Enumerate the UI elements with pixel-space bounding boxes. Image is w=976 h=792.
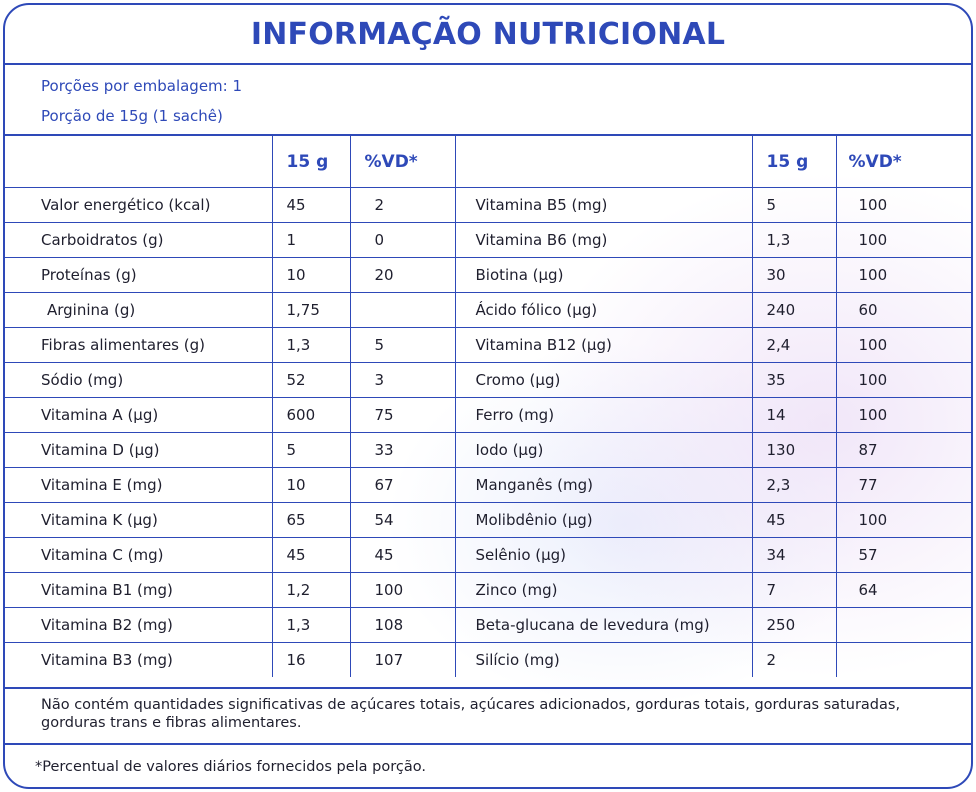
amount-right: 250 xyxy=(752,608,836,643)
table-header-row xyxy=(5,136,971,188)
amount-left: 65 xyxy=(272,503,350,538)
amount-right: 34 xyxy=(752,538,836,573)
table-row xyxy=(5,433,971,468)
nutrient-left: Vitamina K (µg) xyxy=(5,503,272,538)
divider xyxy=(5,743,971,745)
dv-left: 0 xyxy=(350,223,455,258)
table-row xyxy=(5,328,971,363)
dv-right: 57 xyxy=(836,538,971,573)
amount-left: 45 xyxy=(272,538,350,573)
table-row xyxy=(5,608,971,643)
amount-left: 1 xyxy=(272,223,350,258)
nutrient-left: Vitamina B2 (mg) xyxy=(5,608,272,643)
dv-left: 67 xyxy=(350,468,455,503)
header-nutrient-right xyxy=(455,136,752,188)
servings-per-package: Porções por embalagem: 1 xyxy=(41,77,243,95)
dv-left: 45 xyxy=(350,538,455,573)
nutrient-left: Vitamina B1 (mg) xyxy=(5,573,272,608)
nutrient-left: Vitamina C (mg) xyxy=(5,538,272,573)
amount-left: 45 xyxy=(272,188,350,223)
amount-left: 52 xyxy=(272,363,350,398)
table-row xyxy=(5,503,971,538)
table-row xyxy=(5,363,971,398)
nutrition-note: Não contém quantidades significativas de açúcares totais, açúcares adicionados, gorduras totais, gorduras saturadas, gorduras trans e fibras alimentares. xyxy=(41,697,901,731)
table-row xyxy=(5,223,971,258)
nutrient-right: Ferro (mg) xyxy=(455,398,752,433)
nutrient-right: Vitamina B12 (µg) xyxy=(455,328,752,363)
dv-right: 100 xyxy=(836,328,971,363)
dv-right: 100 xyxy=(836,258,971,293)
footnote: *Percentual de valores diários fornecidos pela porção. xyxy=(35,759,426,775)
amount-right: 30 xyxy=(752,258,836,293)
dv-right: 100 xyxy=(836,503,971,538)
amount-left: 1,75 xyxy=(272,293,350,328)
nutrient-right: Selênio (µg) xyxy=(455,538,752,573)
amount-left: 1,3 xyxy=(272,608,350,643)
nutrient-left: Fibras alimentares (g) xyxy=(5,328,272,363)
nutrient-left: Arginina (g) xyxy=(5,293,272,328)
nutrient-left: Vitamina B3 (mg) xyxy=(5,643,272,678)
amount-right: 240 xyxy=(752,293,836,328)
nutrient-right: Vitamina B5 (mg) xyxy=(455,188,752,223)
dv-right: 100 xyxy=(836,398,971,433)
header-nutrient-left xyxy=(5,136,272,188)
header-dv-right: %VD* xyxy=(836,136,971,188)
table-row xyxy=(5,573,971,608)
nutrient-right: Molibdênio (µg) xyxy=(455,503,752,538)
amount-right: 35 xyxy=(752,363,836,398)
nutrient-left: Proteínas (g) xyxy=(5,258,272,293)
dv-left xyxy=(350,293,455,328)
nutrient-right: Iodo (µg) xyxy=(455,433,752,468)
amount-right: 5 xyxy=(752,188,836,223)
nutrient-right: Cromo (µg) xyxy=(455,363,752,398)
nutrition-table xyxy=(5,136,971,677)
nutrient-left: Valor energético (kcal) xyxy=(5,188,272,223)
serving-size: Porção de 15g (1 sachê) xyxy=(41,107,223,125)
dv-left: 107 xyxy=(350,643,455,678)
amount-right: 7 xyxy=(752,573,836,608)
dv-right: 87 xyxy=(836,433,971,468)
dv-right: 100 xyxy=(836,188,971,223)
amount-left: 5 xyxy=(272,433,350,468)
amount-left: 1,3 xyxy=(272,328,350,363)
dv-right: 100 xyxy=(836,223,971,258)
nutrient-left: Vitamina D (µg) xyxy=(5,433,272,468)
table-row xyxy=(5,293,971,328)
nutrient-right: Vitamina B6 (mg) xyxy=(455,223,752,258)
header-amount-left: 15 g xyxy=(272,136,350,188)
dv-right: 64 xyxy=(836,573,971,608)
table-row xyxy=(5,188,971,223)
header-dv-left: %VD* xyxy=(350,136,455,188)
dv-left: 20 xyxy=(350,258,455,293)
nutrient-left: Sódio (mg) xyxy=(5,363,272,398)
dv-left: 3 xyxy=(350,363,455,398)
dv-left: 33 xyxy=(350,433,455,468)
table-row xyxy=(5,468,971,503)
amount-right: 2 xyxy=(752,643,836,678)
dv-right xyxy=(836,608,971,643)
dv-right: 77 xyxy=(836,468,971,503)
dv-left: 5 xyxy=(350,328,455,363)
dv-left: 75 xyxy=(350,398,455,433)
nutrient-right: Beta-glucana de levedura (mg) xyxy=(455,608,752,643)
amount-right: 2,3 xyxy=(752,468,836,503)
nutrition-facts-card xyxy=(3,3,973,789)
table-row xyxy=(5,398,971,433)
nutrient-left: Vitamina A (µg) xyxy=(5,398,272,433)
table-body xyxy=(5,188,971,678)
dv-right: 100 xyxy=(836,363,971,398)
table-row xyxy=(5,258,971,293)
nutrient-left: Vitamina E (mg) xyxy=(5,468,272,503)
dv-left: 2 xyxy=(350,188,455,223)
amount-left: 600 xyxy=(272,398,350,433)
dv-left: 100 xyxy=(350,573,455,608)
amount-right: 2,4 xyxy=(752,328,836,363)
nutrient-left: Carboidratos (g) xyxy=(5,223,272,258)
nutrient-right: Manganês (mg) xyxy=(455,468,752,503)
amount-right: 130 xyxy=(752,433,836,468)
amount-right: 14 xyxy=(752,398,836,433)
page-title: INFORMAÇÃO NUTRICIONAL xyxy=(5,5,971,65)
nutrient-right: Silício (mg) xyxy=(455,643,752,678)
amount-left: 10 xyxy=(272,468,350,503)
dv-right xyxy=(836,643,971,678)
nutrient-right: Ácido fólico (µg) xyxy=(455,293,752,328)
amount-left: 16 xyxy=(272,643,350,678)
header-amount-right: 15 g xyxy=(752,136,836,188)
amount-right: 45 xyxy=(752,503,836,538)
table-row xyxy=(5,538,971,573)
dv-right: 60 xyxy=(836,293,971,328)
amount-left: 1,2 xyxy=(272,573,350,608)
nutrient-right: Biotina (µg) xyxy=(455,258,752,293)
dv-left: 54 xyxy=(350,503,455,538)
amount-left: 10 xyxy=(272,258,350,293)
divider xyxy=(5,687,971,689)
nutrient-right: Zinco (mg) xyxy=(455,573,752,608)
dv-left: 108 xyxy=(350,608,455,643)
table-row xyxy=(5,643,971,678)
amount-right: 1,3 xyxy=(752,223,836,258)
